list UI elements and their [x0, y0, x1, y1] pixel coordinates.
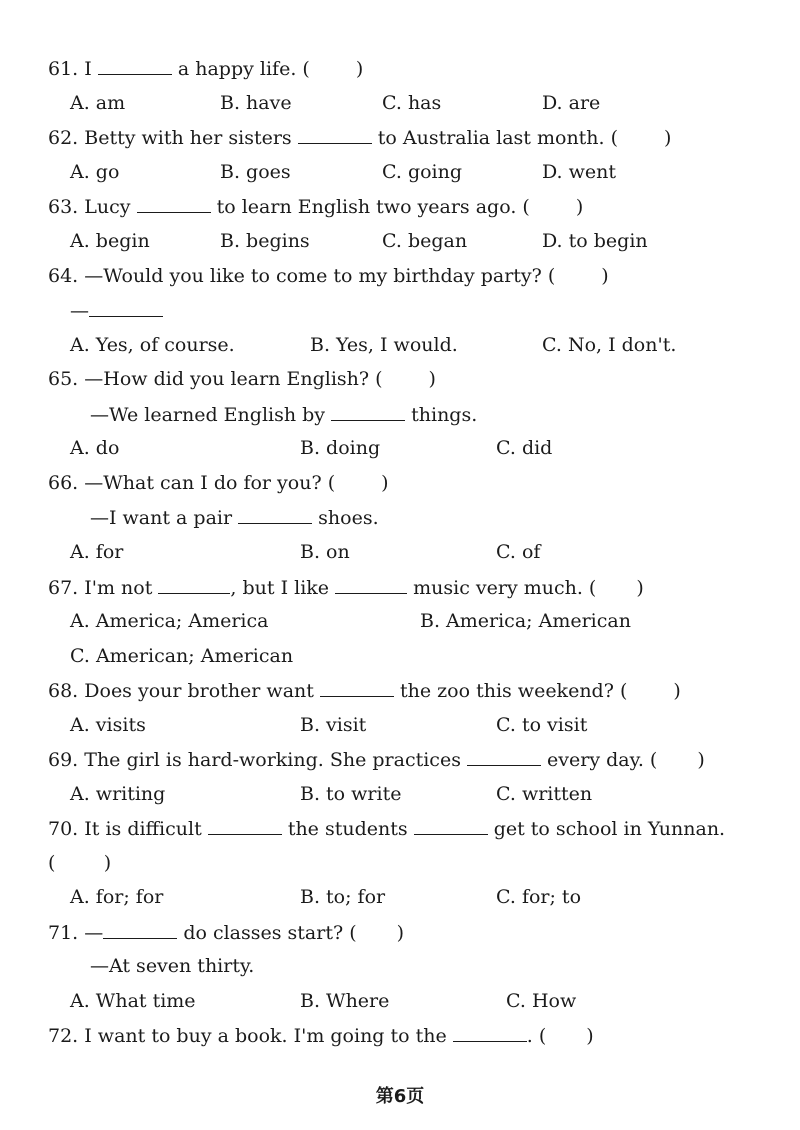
answer-blank[interactable] — [89, 298, 163, 317]
option-c: C. of — [496, 541, 541, 563]
answer-blank[interactable] — [331, 402, 405, 421]
page-number: 第6页 — [375, 1086, 425, 1107]
option-c: C. has — [382, 92, 442, 114]
question-62: 62. Betty with her sisters to Australia last month. ( ) — [48, 127, 672, 149]
option-b: B. America; American — [420, 610, 631, 632]
option-a: A. begin — [70, 230, 150, 252]
option-a: A. Yes, of course. — [70, 334, 235, 356]
option-d: D. are — [542, 92, 601, 114]
option-c: C. to visit — [496, 714, 588, 736]
answer-parentheses: ( ) — [48, 852, 112, 874]
question-68: 68. Does your brother want the zoo this weekend? ( ) — [48, 680, 681, 702]
option-d: D. went — [542, 161, 617, 183]
question-64: 64. —Would you like to come to my birthday party? ( ) — [48, 265, 609, 287]
option-a: A. writing — [70, 783, 166, 805]
answer-blank[interactable] — [158, 575, 230, 594]
option-b: B. goes — [220, 161, 291, 183]
answer-blank[interactable] — [467, 747, 541, 766]
answer-blank[interactable] — [453, 1023, 527, 1042]
option-c: C. How — [506, 990, 577, 1012]
question-69: 69. The girl is hard-working. She practices every day. ( ) — [48, 749, 705, 771]
option-b: B. Where — [300, 990, 390, 1012]
reply-line: — — [70, 298, 163, 323]
option-a: A. visits — [70, 714, 146, 736]
option-d: D. to begin — [542, 230, 648, 252]
question-72: 72. I want to buy a book. I'm going to the . ( ) — [48, 1025, 594, 1047]
option-c: C. for; to — [496, 886, 582, 908]
question-65: 65. —How did you learn English? ( ) — [48, 368, 436, 390]
question-61: 61. I a happy life. ( ) — [48, 58, 364, 80]
option-a: A. am — [70, 92, 126, 114]
option-c: C. did — [496, 437, 553, 459]
option-c: C. American; American — [70, 645, 294, 667]
option-c: C. began — [382, 230, 468, 252]
answer-blank[interactable] — [98, 56, 172, 75]
question-66: 66. —What can I do for you? ( ) — [48, 472, 389, 494]
answer-blank[interactable] — [137, 194, 211, 213]
reply-line: —We learned English by things. — [90, 404, 478, 426]
option-a: A. America; America — [70, 610, 269, 632]
question-70: 70. It is difficult the students get to school in Yunnan. — [48, 818, 726, 840]
option-b: B. to; for — [300, 886, 386, 908]
option-c: C. going — [382, 161, 463, 183]
answer-blank[interactable] — [414, 816, 488, 835]
option-a: A. go — [70, 161, 120, 183]
answer-blank[interactable] — [208, 816, 282, 835]
option-a: A. for; for — [70, 886, 164, 908]
question-63: 63. Lucy to learn English two years ago. ( ) — [48, 196, 584, 218]
answer-blank[interactable] — [335, 575, 407, 594]
question-67: 67. I'm not , but I like music very much. ( ) — [48, 577, 644, 599]
option-b: B. visit — [300, 714, 367, 736]
option-c: C. written — [496, 783, 593, 805]
answer-blank[interactable] — [320, 678, 394, 697]
answer-blank[interactable] — [103, 920, 177, 939]
answer-blank[interactable] — [238, 505, 312, 524]
question-71: 71. — do classes start? ( ) — [48, 922, 405, 944]
option-b: B. Yes, I would. — [310, 334, 458, 356]
option-b: B. on — [300, 541, 350, 563]
option-c: C. No, I don't. — [542, 334, 677, 356]
option-a: A. What time — [70, 990, 196, 1012]
answer-blank[interactable] — [298, 125, 372, 144]
reply-line: —At seven thirty. — [90, 955, 255, 977]
reply-line: —I want a pair shoes. — [90, 507, 379, 529]
option-b: B. have — [220, 92, 292, 114]
option-a: A. for — [70, 541, 124, 563]
option-b: B. begins — [220, 230, 310, 252]
option-b: B. doing — [300, 437, 381, 459]
option-a: A. do — [70, 437, 120, 459]
option-b: B. to write — [300, 783, 402, 805]
